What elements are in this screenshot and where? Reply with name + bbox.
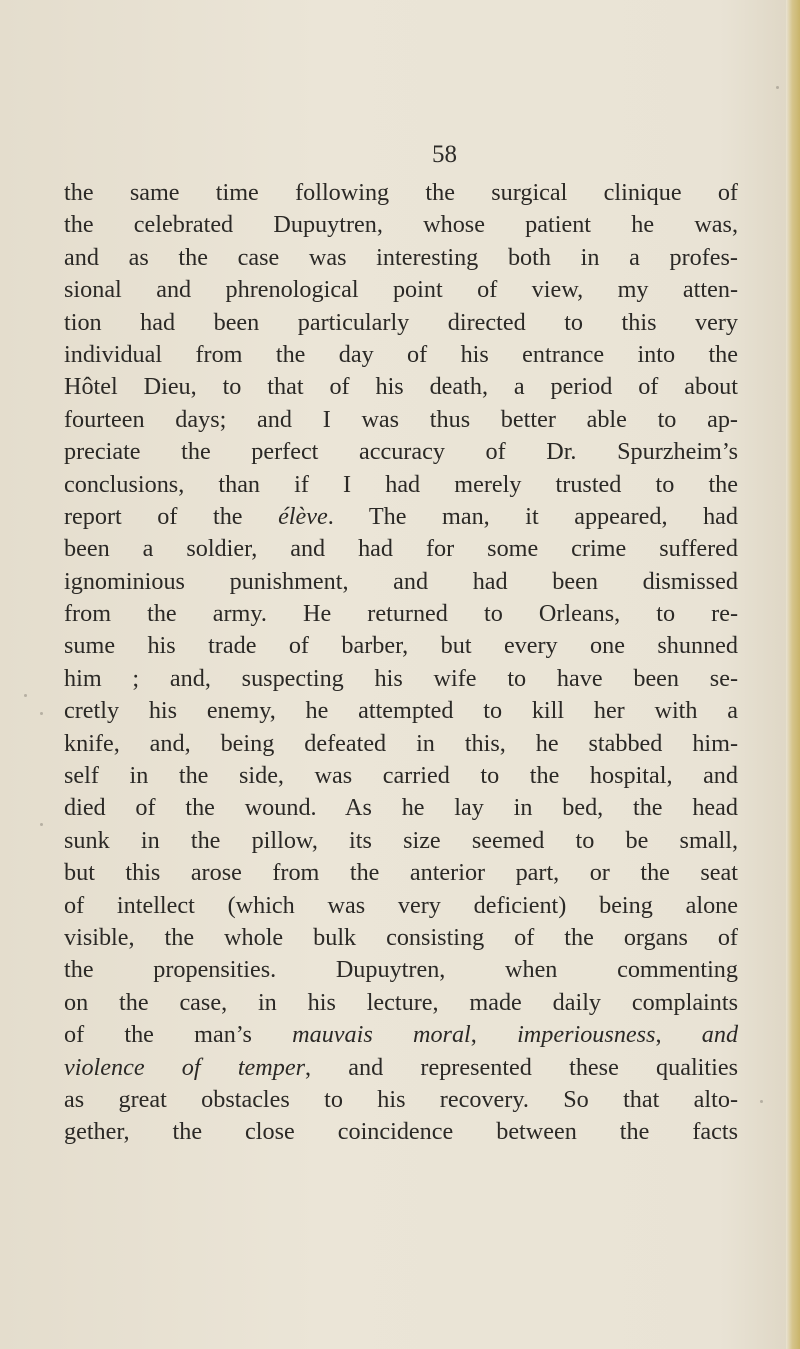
text-segment: the celebrated Dupuytren, whose patient he was, (64, 211, 738, 239)
text-line (64, 436, 738, 468)
text-segment: conclusions, than if I had merely trusted to the (64, 470, 738, 498)
text-segment: sional and phrenological point of view, my atten- (64, 276, 738, 304)
text-line (64, 1019, 738, 1051)
text-segment: , and represented these qualities (305, 1053, 738, 1081)
text-segment: knife, and, being defeated in this, he stabbed him- (64, 729, 738, 757)
text-segment: the propensities. Dupuytren, when commenting (64, 956, 738, 984)
paper-speck (760, 1100, 763, 1103)
text-segment: and as the case was interesting both in a profes- (64, 243, 738, 271)
italic-text: violence of temper (64, 1053, 305, 1081)
text-line (64, 987, 738, 1019)
text-segment: , (655, 1021, 702, 1049)
text-line (64, 469, 738, 501)
body-text (64, 177, 738, 1149)
text-line (64, 825, 738, 857)
text-line (64, 598, 738, 630)
text-segment: the same time following the surgical clinique of (64, 179, 738, 206)
text-line (64, 728, 738, 760)
text-segment: on the case, in his lecture, made daily complaints (64, 988, 738, 1016)
page-number: 58 (432, 141, 457, 168)
text-line (64, 890, 738, 922)
text-line (64, 371, 738, 403)
text-segment: of intellect (which was very deficient) being alone (64, 891, 738, 919)
text-line (64, 177, 738, 209)
text-segment: died of the wound. As he lay in bed, the head (64, 794, 738, 822)
page-edge (786, 0, 800, 1349)
text-line (64, 307, 738, 339)
text-segment: Hôtel Dieu, to that of his death, a period of about (64, 373, 738, 401)
text-line (64, 760, 738, 792)
paper-speck (40, 712, 43, 715)
text-line (64, 274, 738, 306)
text-line (64, 404, 738, 436)
text-segment: as great obstacles to his recovery. So that alto- (64, 1085, 738, 1113)
text-segment: individual from the day of his entrance into the (64, 340, 738, 368)
text-line (64, 857, 738, 889)
text-segment: visible, the whole bulk consisting of the organs of (64, 923, 738, 951)
text-segment: from the army. He returned to Orleans, to re- (64, 600, 738, 628)
text-line (64, 209, 738, 241)
text-line (64, 533, 738, 565)
paper-speck (40, 823, 43, 826)
text-segment: cretly his enemy, he attempted to kill her with a (64, 697, 738, 725)
italic-text: imperiousness (517, 1021, 656, 1049)
text-line (64, 566, 738, 598)
text-segment: been a soldier, and had for some crime suffered (64, 535, 738, 563)
text-segment: fourteen days; and I was thus better able to ap- (64, 405, 738, 433)
text-line (64, 954, 738, 986)
paper-speck (24, 694, 27, 697)
text-line (64, 922, 738, 954)
text-line (64, 695, 738, 727)
text-segment: of the man’s (64, 1021, 293, 1049)
text-line (64, 792, 738, 824)
text-segment: gether, the close coincidence between the facts (64, 1118, 738, 1146)
paper-speck (776, 86, 779, 89)
text-segment: , (470, 1021, 518, 1049)
text-line (64, 1052, 738, 1084)
text-line (64, 501, 738, 533)
text-line (64, 242, 738, 274)
text-line (64, 630, 738, 662)
text-segment: self in the side, was carried to the hospital, and (64, 762, 738, 790)
text-line (64, 1084, 738, 1116)
italic-text: mauvais moral (292, 1021, 471, 1049)
text-segment: preciate the perfect accuracy of Dr. Spurzheim’s (64, 438, 738, 466)
text-segment: . The man, it appeared, had (327, 502, 739, 530)
text-segment: report of the (64, 502, 279, 530)
text-line (64, 663, 738, 695)
text-segment: him ; and, suspecting his wife to have been se- (64, 664, 738, 692)
text-segment: sume his trade of barber, but every one shunned (64, 632, 738, 660)
italic-text: and (701, 1021, 739, 1049)
text-segment: tion had been particularly directed to this very (64, 308, 738, 336)
text-segment: sunk in the pillow, its size seemed to be small, (64, 826, 738, 854)
text-segment: ignominious punishment, and had been dismissed (64, 567, 738, 595)
text-line (64, 1116, 738, 1148)
italic-text: élève (278, 502, 328, 530)
text-segment: but this arose from the anterior part, or the seat (64, 859, 738, 887)
text-line (64, 339, 738, 371)
